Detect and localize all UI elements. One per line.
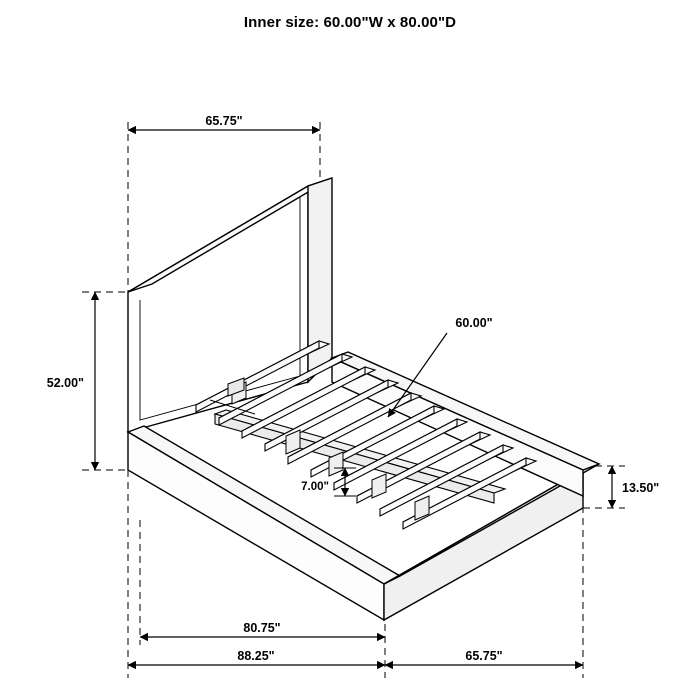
dim-label-foot-width: 65.75" xyxy=(465,649,503,663)
page-title: Inner size: 60.00"W x 80.00"D xyxy=(243,14,457,31)
dim-label-rail-height: 13.50" xyxy=(622,481,660,495)
dim-label-top-width: 65.75" xyxy=(205,114,243,128)
dim-label-bed-length: 80.75" xyxy=(243,621,281,635)
dim-label-total-length: 88.25" xyxy=(237,649,275,663)
dim-label-headboard-height: 52.00" xyxy=(46,376,84,390)
dim-label-slat-span: 60.00" xyxy=(455,316,493,330)
dim-label-slat-gap: 7.00" xyxy=(301,481,329,493)
